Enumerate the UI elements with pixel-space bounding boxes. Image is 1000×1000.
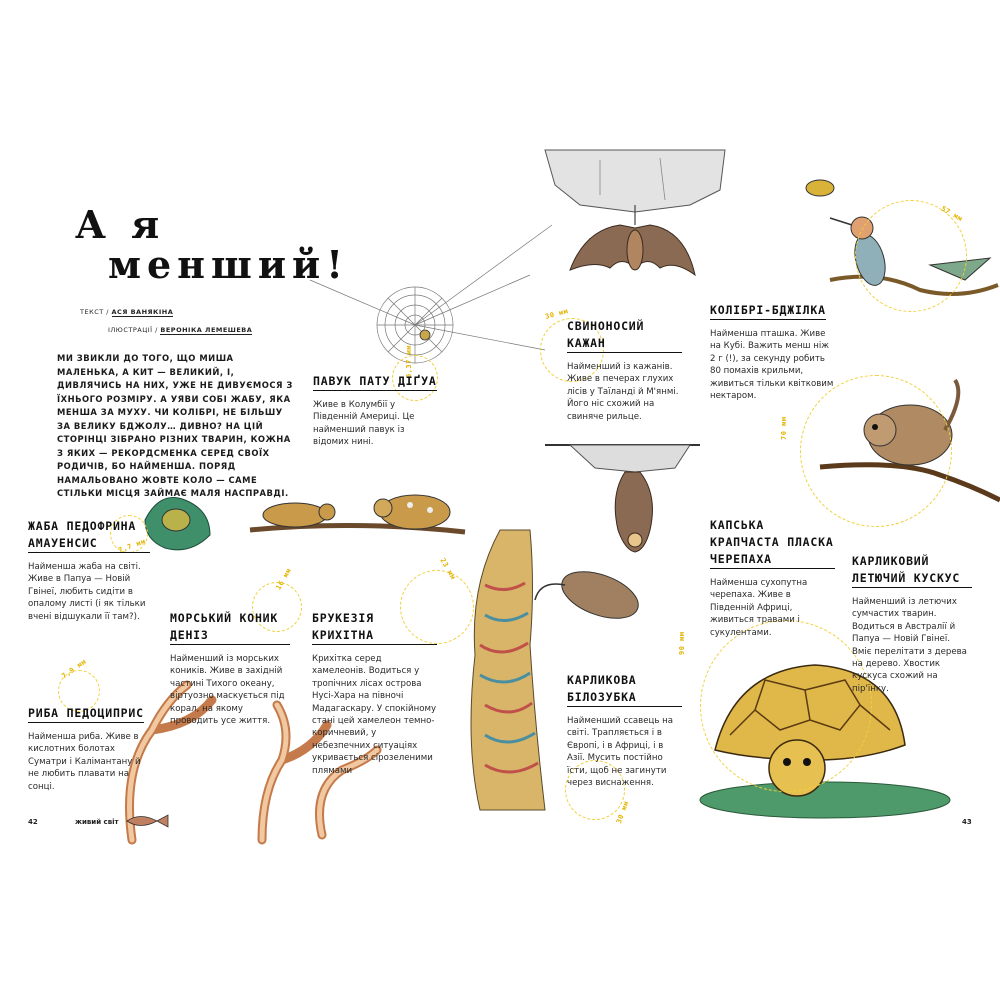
chameleon-illustration bbox=[245, 490, 470, 560]
fish-text: Найменша риба. Живе в кислотних болотах Суматри і Калімантану й не любить плавати на сонці. bbox=[28, 732, 141, 792]
seahorse-size-label: 16 мм bbox=[274, 566, 294, 592]
shrew-block bbox=[567, 672, 682, 789]
spider-heading: ПАВУК ПАТУ ДІҐУА bbox=[313, 373, 438, 391]
fish-heading: РИБА ПЕДОЦИПРИС bbox=[28, 705, 148, 723]
illustration-author: ВЕРОНІКА ЛЕМЕШЕВА bbox=[160, 326, 253, 334]
chameleon-text: Крихітка серед хамелеонів. Водиться у тропічних лісах острова Нусі-Хара на півночі Мадагаскару. У спокійному стані цей хамелеон темно-коричневий, у небезпечних ситуаціях укривається сірозеленими плямами bbox=[312, 654, 437, 776]
frog-text: Найменша жаба на світі. Живе в Папуа — Новій Гвінеї, любить сидіти в опалому листі (і як тільки вчені відшукали її там?). bbox=[28, 562, 146, 622]
tortoise-text: Найменша сухопутна черепаха. Живе в Південній Африці, живиться травами і сукулентами. bbox=[710, 578, 808, 638]
spider-block bbox=[313, 373, 438, 449]
bat-block bbox=[567, 318, 682, 423]
text-author: АСЯ ВАНЯКІНА bbox=[111, 308, 174, 316]
fish-size-label: 7,9 мм bbox=[60, 657, 89, 681]
frog-size-label: 7,7 мм bbox=[117, 537, 147, 555]
text-credit: ТЕКСТ / АСЯ ВАНЯКІНА bbox=[80, 308, 174, 316]
hummingbird-heading: КОЛІБРІ-БДЖІЛКА bbox=[710, 302, 835, 320]
hummingbird-size-label: 57 мм bbox=[939, 204, 964, 224]
bat-illustration bbox=[540, 150, 730, 300]
seahorse-text: Найменший із морських коників. Живе в західній частині Тихого океану, віртуозно маскується під корал, на якому проводить усе життя. bbox=[170, 654, 285, 727]
page-number-right: 43 bbox=[962, 818, 972, 826]
seahorse-heading: МОРСЬКИЙ КОНИК ДЕНІЗ bbox=[170, 610, 290, 645]
fish-block bbox=[28, 705, 148, 793]
possum-block bbox=[852, 553, 972, 695]
bat-heading: СВИНОНОСИЙ КАЖАН bbox=[567, 318, 682, 353]
tortoise-size-label: 90 мм bbox=[678, 631, 686, 655]
illustration-credit: ІЛЮСТРАЦІЇ / ВЕРОНІКА ЛЕМЕШЕВА bbox=[108, 326, 253, 334]
title-line-2: менший! bbox=[108, 242, 349, 287]
intro-paragraph: МИ ЗВИКЛИ ДО ТОГО, ЩО МИША МАЛЕНЬКА, А КИТ — ВЕЛИКИЙ, І, ДИВЛЯЧИСЬ НА НИХ, УЖЕ НЕ ДИВУЄМОСЯ З ЇХНЬОГО РОЗМІРУ. А УЯВИ СОБІ ЖАБУ, ЯКА МЕНША ЗА МУХУ. ЧИ КОЛІБРІ, НЕ БІЛЬШУ ЗА ВЕЛИКУ БДЖОЛУ… ДИВНО? НА ЦІЙ СТОРІНЦІ ЗІБРАНО РІЗНИХ ТВАРИН, КОЖНА З ЯКИХ — РЕКОРДСМЕНКА СЕРЕД СВОЇХ РОДИЧІВ, БО НАЙМЕНША. ПОРЯД НАМАЛЬОВАНО ЖОВТЕ КОЛО — САМЕ СТІЛЬКИ МІСЦЯ ЗАЙМАЄ МАЛЯ НАСПРАВДІ. bbox=[57, 353, 293, 498]
credits bbox=[80, 308, 280, 334]
page-number-left: 42 bbox=[28, 818, 38, 826]
bat-text: Найменший із кажанів. Живе в печерах глухих лісів у Таїланді й М'янмі. Його ніс схожий на свиняче рильце. bbox=[567, 362, 679, 422]
shrew-text: Найменший ссавець на світі. Трапляється і в Європі, і в Африці, і в Азії. Мусить постійно їсти, щоб не загинути через виснаження. bbox=[567, 716, 674, 789]
shrew-size-label: 30 мм bbox=[615, 799, 631, 825]
magazine-spread bbox=[0, 150, 1000, 840]
seahorse-block bbox=[170, 610, 290, 727]
frog-heading: ЖАБА ПЕДОФРИНА АМАУЕНСИС bbox=[28, 518, 150, 553]
spider-web-illustration bbox=[290, 210, 560, 380]
tortoise-block bbox=[710, 517, 835, 639]
chameleon-block bbox=[312, 610, 437, 777]
section-name: живий світ bbox=[75, 818, 119, 826]
chameleon-size-label: 23 мм bbox=[438, 556, 458, 582]
spider-size-label: 0,37 мм bbox=[405, 344, 413, 378]
hummingbird-text: Найменша пташка. Живе на Кубі. Важить менш ніж 2 г (!), за секунду робить 80 помахів крильми, живиться тільки квітковим нектаром. bbox=[710, 329, 834, 402]
possum-size-label: 70 мм bbox=[780, 416, 788, 440]
frog-block bbox=[28, 518, 150, 623]
chameleon-heading: БРУКЕЗІЯ КРИХІТНА bbox=[312, 610, 437, 645]
tortoise-size-circle bbox=[700, 620, 872, 792]
hummingbird-block bbox=[710, 302, 835, 402]
title-line-1: А я bbox=[75, 202, 166, 247]
shrew-heading: КАРЛИКОВА БІЛОЗУБКА bbox=[567, 672, 682, 707]
spider-text: Живе в Колумбії у Південній Америці. Це найменший павук із відомих нині. bbox=[313, 400, 415, 448]
possum-text: Найменший із летючих сумчастих тварин. Водиться в Австралії й Папуа — Новій Гвінеї. Вміє перелітати з дерева на дерево. Хвостик кускуса схожий на пір'їнку. bbox=[852, 597, 967, 694]
fish-illustration bbox=[125, 812, 170, 830]
possum-heading: КАРЛИКОВИЙ ЛЕТЮЧИЙ КУСКУС bbox=[852, 553, 972, 588]
tortoise-heading: КАПСЬКА КРАПЧАСТА ПЛАСКА ЧЕРЕПАХА bbox=[710, 517, 835, 569]
frog-illustration bbox=[140, 490, 215, 555]
bat-size-label: 30 мм bbox=[544, 307, 570, 321]
